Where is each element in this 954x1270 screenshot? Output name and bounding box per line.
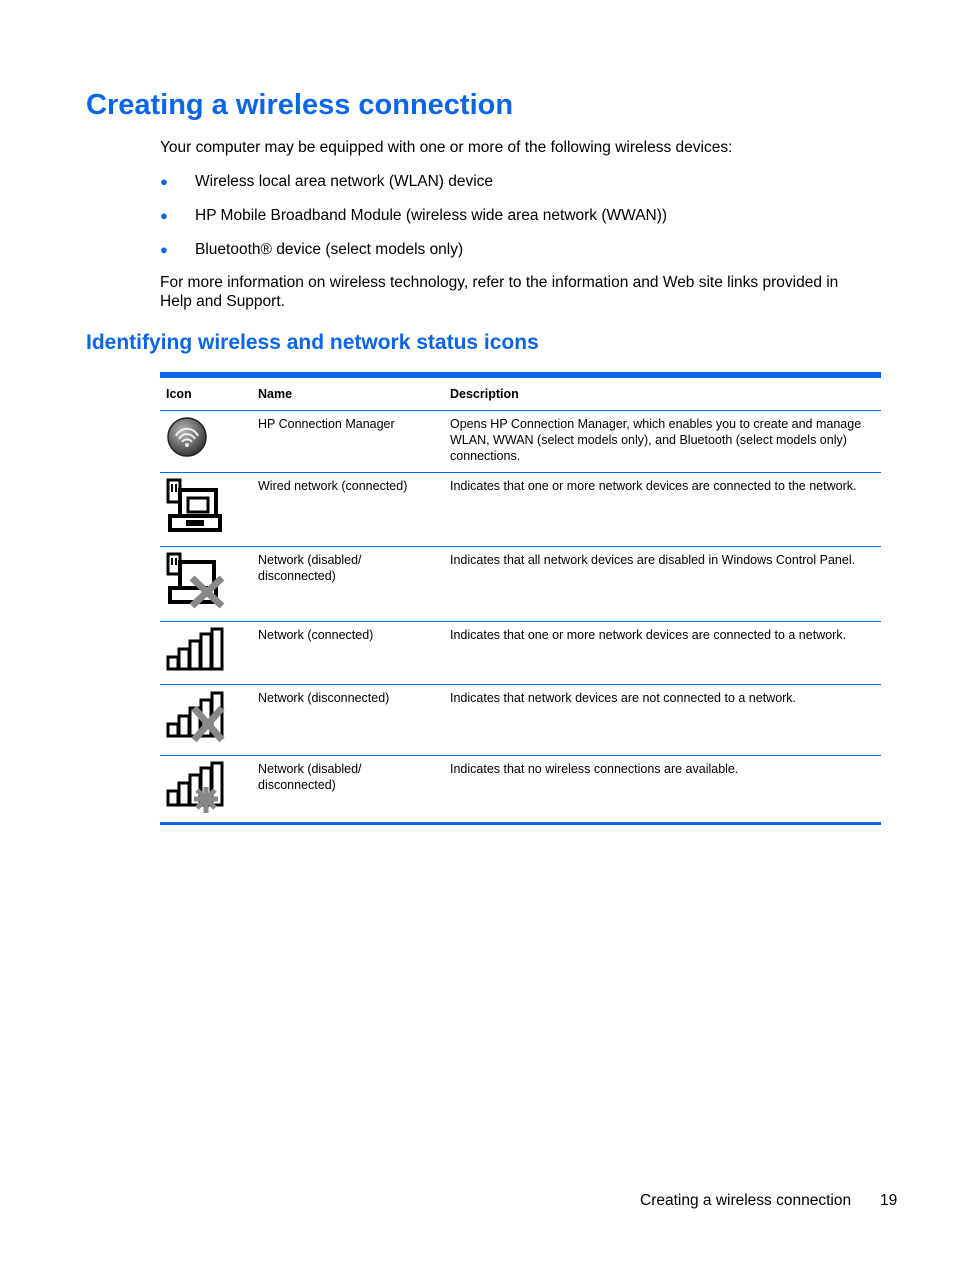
table-row [160, 622, 881, 685]
row-name: HP Connection Manager [258, 417, 395, 431]
network-connected-icon [166, 627, 224, 671]
row-description: Indicates that one or more network devices are connected to a network. [450, 628, 847, 642]
section-title: Identifying wireless and network status icons [86, 331, 539, 354]
row-description: Indicates that network devices are not connected to a network. [450, 691, 797, 705]
table-row [160, 685, 881, 756]
network-disabled-wired-icon [166, 552, 226, 610]
list-item: ● Wireless local area network (WLAN) device [160, 172, 667, 206]
more-info-text: For more information on wireless technology, refer to the information and Web site links provided in Help and Support. [160, 274, 839, 310]
table-row [160, 547, 881, 622]
row-name: Network (connected) [258, 628, 374, 642]
page-number: 19 [880, 1192, 898, 1209]
row-description: Opens HP Connection Manager, which enables you to create and manage WLAN, WWAN (select models only), and Bluetooth (select models only) connections. [450, 417, 862, 463]
row-description: Indicates that no wireless connections are available. [450, 762, 739, 776]
table-row [160, 411, 881, 473]
wired-network-connected-icon [166, 478, 222, 538]
column-header-icon: Icon [166, 387, 192, 401]
bullet-icon: ● [160, 174, 168, 189]
intro-text: Your computer may be equipped with one or more of the following wireless devices: [160, 139, 733, 156]
status-icons-table [160, 372, 881, 825]
network-disabled-icon [166, 761, 226, 815]
row-name: Wired network (connected) [258, 479, 408, 493]
footer-title: Creating a wireless connection [640, 1192, 852, 1209]
table-row [160, 756, 881, 824]
hp-connection-manager-icon [166, 416, 208, 458]
row-name: Network (disabled/ disconnected) [258, 762, 362, 792]
row-description: Indicates that all network devices are disabled in Windows Control Panel. [450, 553, 856, 567]
bullet-icon: ● [160, 208, 168, 223]
row-name: Network (disabled/ disconnected) [258, 553, 362, 583]
list-item: ● Bluetooth® device (select models only) [160, 240, 667, 274]
table-header-row [160, 375, 881, 411]
page-title: Creating a wireless connection [86, 89, 514, 121]
column-header-name: Name [258, 387, 293, 401]
row-name: Network (disconnected) [258, 691, 390, 705]
column-header-description: Description [450, 387, 519, 401]
list-item: ● HP Mobile Broadband Module (wireless wide area network (WWAN)) [160, 206, 667, 240]
network-disconnected-icon [166, 690, 226, 744]
bullet-icon: ● [160, 242, 168, 257]
device-list [160, 172, 667, 274]
table-row [160, 473, 881, 547]
row-description: Indicates that one or more network devices are connected to the network. [450, 479, 857, 493]
